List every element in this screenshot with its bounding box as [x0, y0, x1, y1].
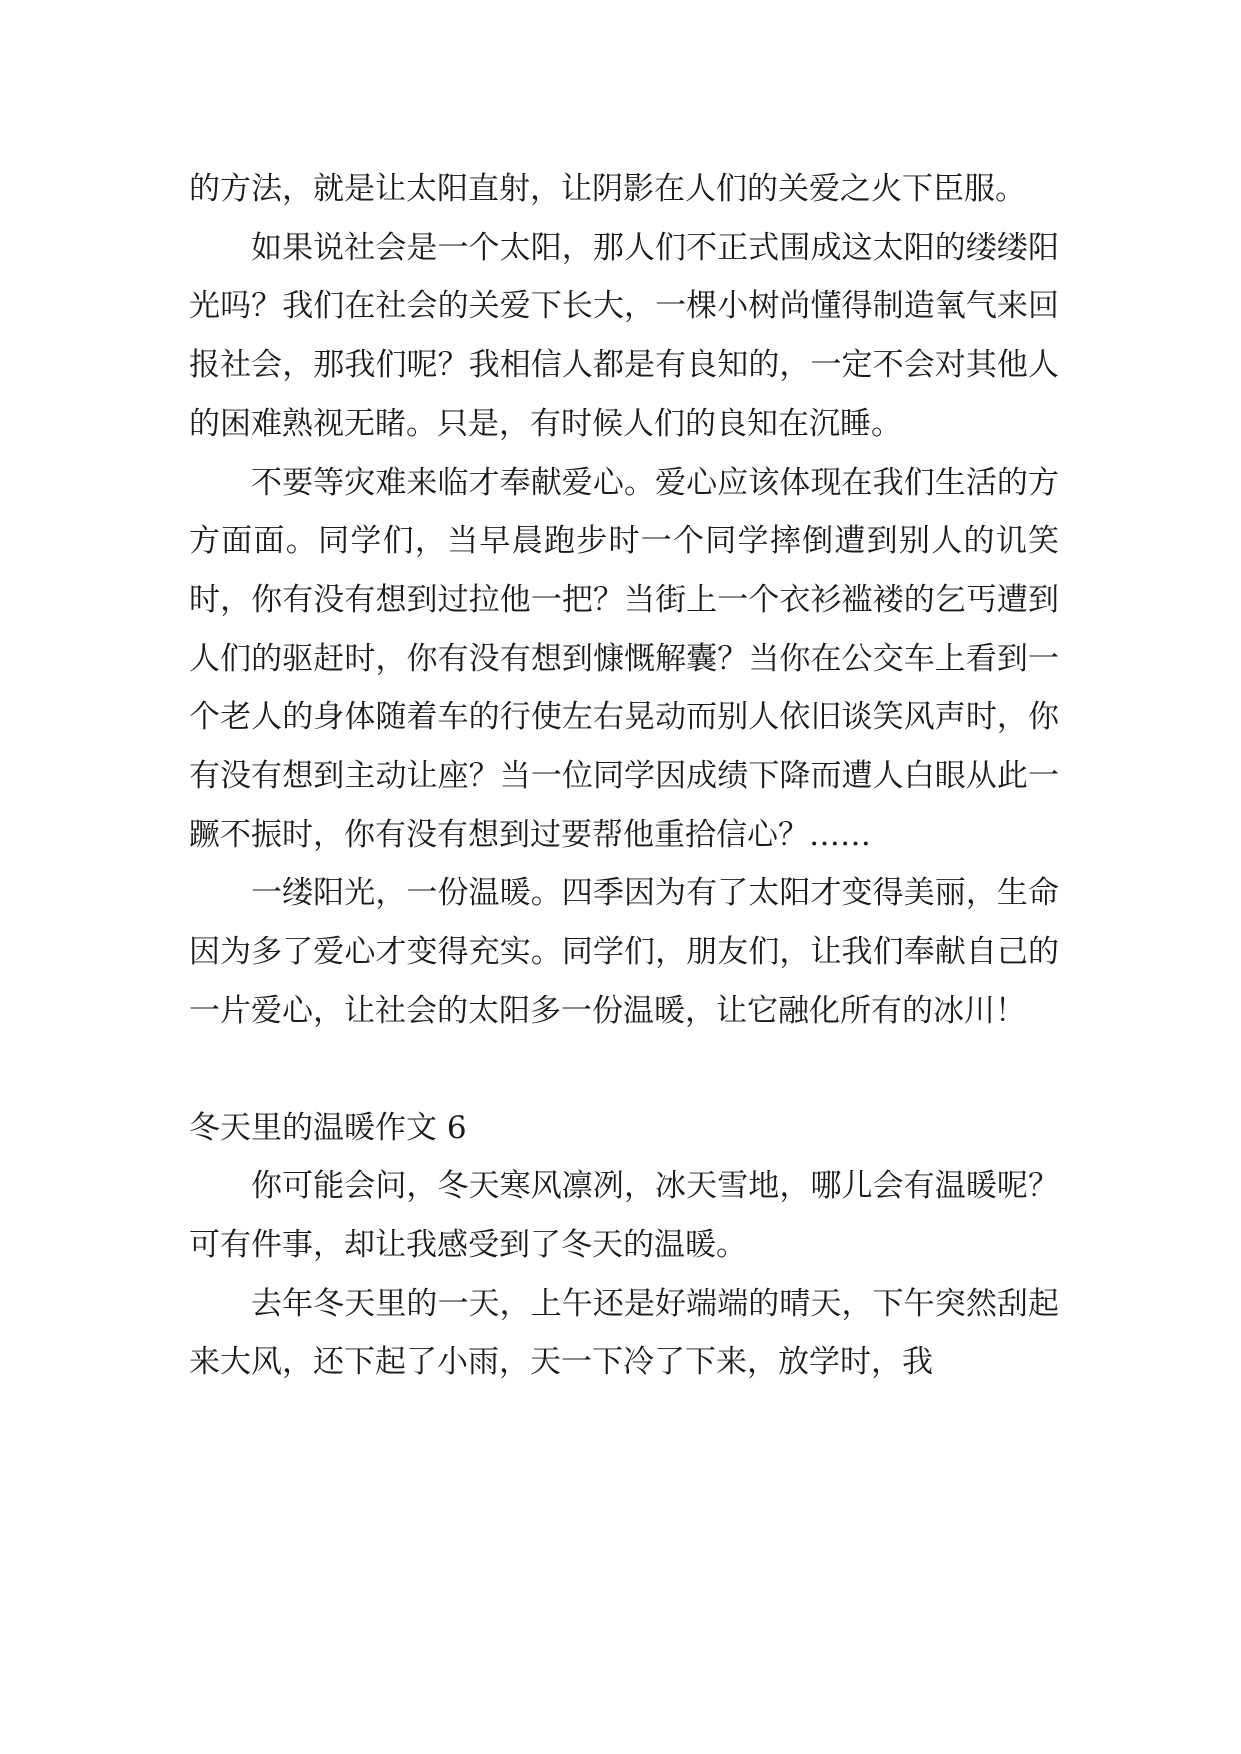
section-heading: 冬天里的温暖作文 6 — [189, 1109, 467, 1146]
paragraph-6: 去年冬天里的一天，上午还是好端端的晴天，下午突然刮起来大风，还下起了小雨，天一下冷了下来，放学时，我 — [189, 1285, 1059, 1381]
paragraph-3: 不要等灾难来临才奉献爱心。爱心应该体现在我们生活的方方面面。同学们，当早晨跑步时一个同学摔倒遭到别人的讥笑时，你有没有想到过拉他一把？当街上一个衣衫褴褛的乞丐遭到人们的驱赶时，你有没有想到慷慨解囊？当你在公交车上看到一个老人的身体随着车的行使左右晃动而别人依旧谈笑风声时，你有没有想到主动让座？当一位同学因成绩下降而遭人白眼从此一蹶不振时，你有没有想到过要帮他重拾信心？…… — [189, 464, 1059, 853]
paragraph-4: 一缕阳光，一份温暖。四季因为有了太阳才变得美丽，生命因为多了爱心才变得充实。同学们，朋友们，让我们奉献自己的一片爱心，让社会的太阳多一份温暖，让它融化所有的冰川！ — [189, 875, 1059, 1029]
paragraph-5: 你可能会问，冬天寒风凛冽，冰天雪地，哪儿会有温暖呢？可有件事，却让我感受到了冬天的温暖。 — [189, 1168, 1059, 1263]
paragraph-1: 的方法，就是让太阳直射，让阴影在人们的关爱之火下臣服。 — [189, 171, 1026, 207]
paragraph-2: 如果说社会是一个太阳，那人们不正式围成这太阳的缕缕阳光吗？我们在社会的关爱下长大，一棵小树尚懂得制造氧气来回报社会，那我们呢？我相信人都是有良知的，一定不会对其他人的困难熟视无睹。只是，有时候人们的良知在沉睡。 — [189, 229, 1059, 442]
document-body — [189, 160, 1059, 1392]
